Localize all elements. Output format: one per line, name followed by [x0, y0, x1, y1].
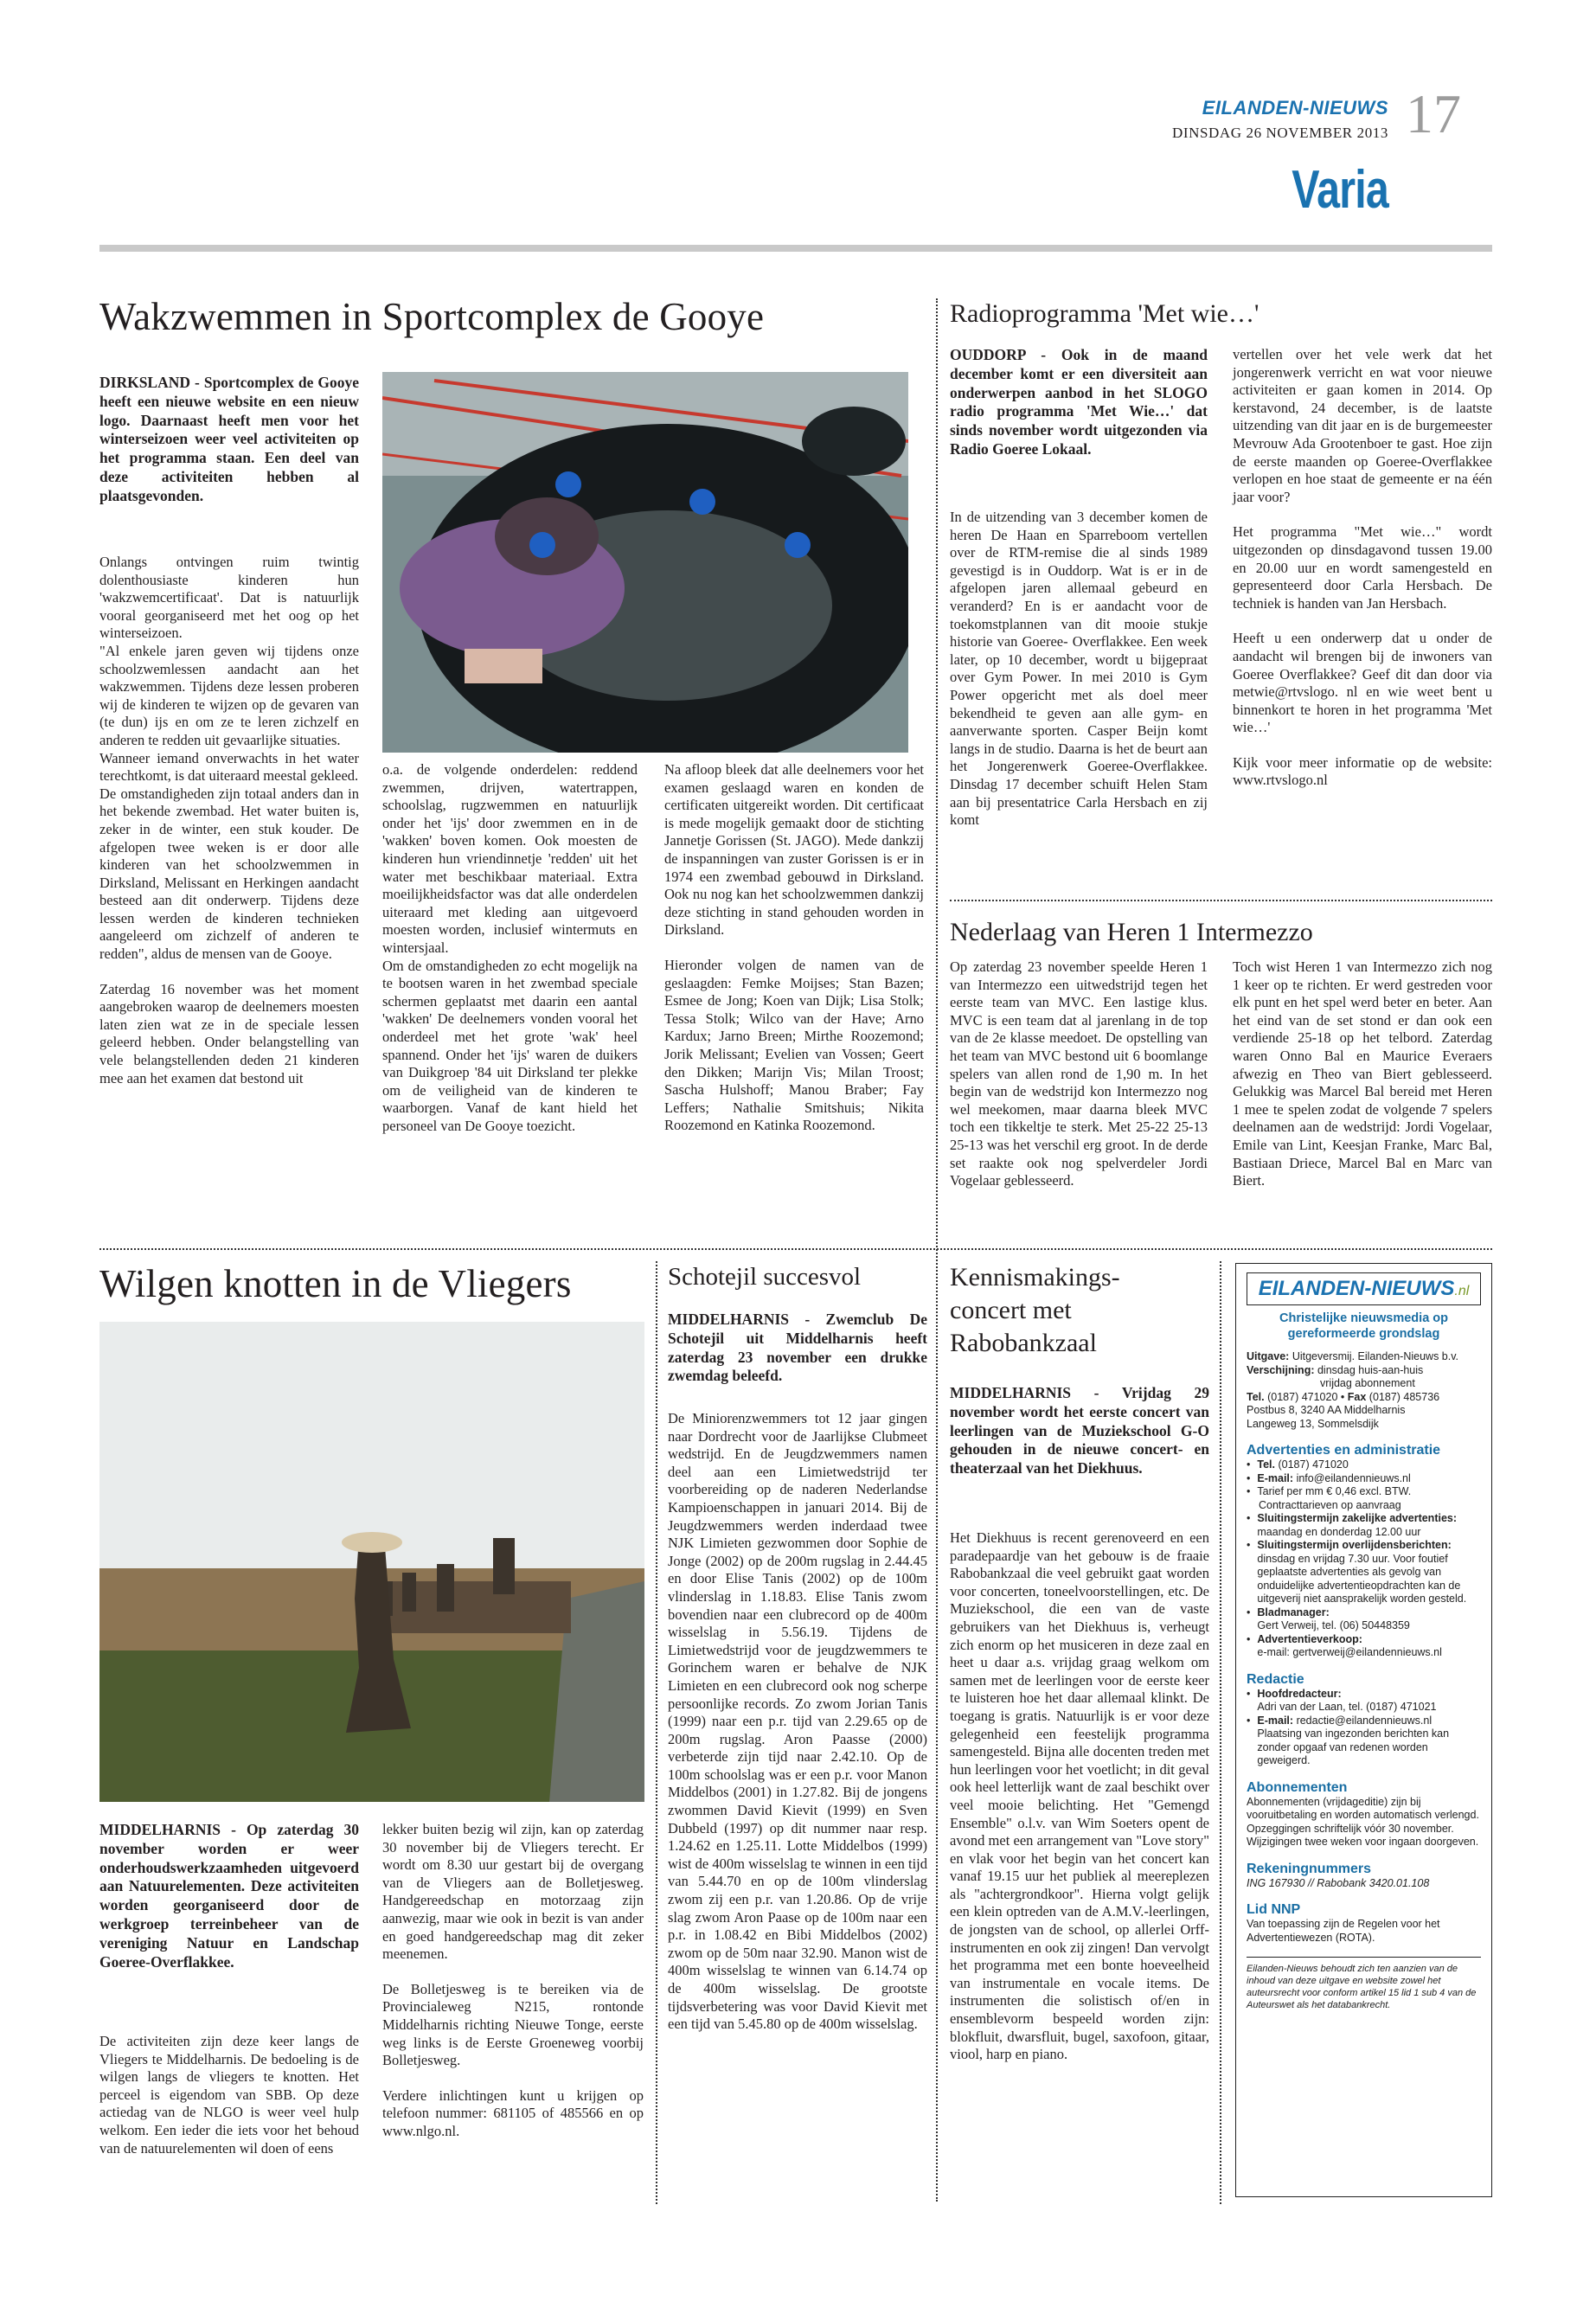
- colofon-subtitle-line: gereformeerde grondslag: [1287, 1327, 1440, 1341]
- intermezzo-col1: Op zaterdag 23 november speelde Heren 1 van Intermezzo een uitwedstrijd tegen het eerste team van MVC. Een lastige klus. MVC is een team dat al jarenlang in de top van de 2e klasse meedoet. De opstelling van het team van MVC bestond uit 6 boomlange spelers van allen rond de 1,90 m. In het begin van de wedstrijd kon Intermezzo nog wel meekomen, maar daarna bleek MVC toch een tikkeltje te sterk. Met 25-22 25-13 25-13 was het verschil erg groot. In de derde set raakte ook nog spelverdeler Jordi Vogelaar geblesseerd.: [950, 958, 1208, 1189]
- value: info@eilandennieuws.nl: [1296, 1471, 1411, 1484]
- section-divider: [99, 1248, 1492, 1250]
- paragraph: Om de omstandigheden zo echt mogelijk na te bootsen waren in het zwembad speciale schermen geplaatst met daarin een aantal 'wakken' De deelnemers vonden vooral het onderdeel met het grote 'wak' heel spannend. Onder het 'ijs' waren de duikers van Duikgroep '84 uit Dirksland ter plekke om de veiligheid van de kinderen te waarborgen. Vanaf de kant hield het personeel van De Gooye toezicht.: [382, 957, 638, 1134]
- colofon-disclaimer: Eilanden-Nieuws behoudt zich ten aanzien van de inhoud van deze uitgave en website zowel het auteursrecht voor conform artikel 15 lid 1 sub 4 van de Auteurswet als het databankrecht.: [1247, 1957, 1481, 2011]
- paragraph: Verdere inlichtingen kunt u krijgen op telefoon nummer: 681105 of 485566 en op www.nlgo.nl.: [382, 2086, 644, 2139]
- colofon-subtitle-line: Christelijke nieuwsmedia op: [1279, 1311, 1448, 1325]
- section-divider: [950, 900, 1492, 901]
- paragraph: lekker buiten bezig wil zijn, kan op zaterdag 30 november bij de Vliegers terecht. Er wordt om 8.30 uur gestart bij de overgang van de Vliegers aan de Bolletjesweg. Handgereedschap en motorzaag zijn aanwezig, maar wie ook in bezit is van ander en goed handgereedschap mag dit zeker meenemen.: [382, 1821, 644, 1963]
- wilgen-lead: MIDDELHARNIS - Op zaterdag 30 november worden er weer onderhoudswerkzaamheden uitgevoerd aan Natuurelementen. Deze activiteiten worden georganiseerd door de werkgroep terreinbeheer van de vereniging Natuur en Landschap Goeree-Overflakkee.: [99, 1821, 359, 1971]
- masthead: [1198, 97, 1388, 123]
- colofon-subtitle: [1247, 1311, 1481, 1342]
- colofon-adv: • Tel. (0187) 471020 • E-mail: info@eilandennieuws.nl • Tarief per mm € 0,46 excl. BTW. Contracttarieven op aanvraag • Sluitingstermijn zakelijke advertenties: maandag en donderdag 12.00 uur • Sluitingstermijn overlijdensberichten: dinsdag en vrijdag 7.30 uur. Voor foutief geplaatste advertenties als gevolg van onduidelijke advertentieopdrachten kan de uitgeverij niet aansprakelijk worden gesteld. • Bladmanager: Gert Verweij, tel. (06) 50448359 • Advertentieverkoop: e-mail: gertverweij@eilandennieuws.nl: [1247, 1458, 1481, 1660]
- wakzwemmen-photo: [382, 372, 908, 753]
- column-divider: [936, 298, 938, 2202]
- paragraph: o.a. de volgende onderdelen: reddend zwemmen, drijven, watertrappen, schoolslag, rugzwemmen en natuurlijk onder het 'ijs' door zwemmen en in de 'wakken' boven komen. Ook moesten de kinderen hun vriendinnetje 'redden' uit het water met beschikbaar materiaal. Extra moeilijkheidsfactor was dat alle onderdelen uiteraard met kleding aan uitgevoerd moesten worden, inclusief wintermuts en wintersjaal.: [382, 761, 638, 956]
- label: Bladmanager:: [1257, 1606, 1330, 1618]
- label: E-mail:: [1257, 1714, 1294, 1727]
- kennismaking-lead: MIDDELHARNIS - Vrijdag 29 november wordt het eerste concert van leerlingen van de Muziekschool G-O gehouden in de nieuwe concert- en theaterzaal van het Diekhuus.: [950, 1384, 1209, 1477]
- paragraph: vertellen over het vele werk dat het jongerenwerk verricht en wat voor nieuwe activiteiten er gaan komen in 2014. Op kerstavond, 24 december, is de laatste uitzending van dit jaar en is de burgemeester Mevrouw Ada Grootenboer te gast. Hoe zijn de eerste maanden op Goeree-Overflakkee verlopen en hoe staat de gemeente er na één jaar voor?: [1233, 346, 1492, 505]
- wilgen-col1: De activiteiten zijn deze keer langs de Vliegers te Middelharnis. De bedoeling is de wilgen langs de vliegers te knotten. Het perceel is eigendom van SBB. Op deze actiedag van de NLGO is weer veel hulp welkom. Een ieder die iets voor het behoud van de natuurelementen wil doen of eens: [99, 2033, 359, 2157]
- paragraph: Na afloop bleek dat alle deelnemers voor het examen geslaagd waren en konden de certificaten uitgereikt worden. Dit certificaat is mede mogelijk gemaakt door de stichting Jannetje Gorissen (St. JAGO). Mede dankzij de inspanningen van zuster Gorissen is er in 1974 een zwembad gebouwd in Dirksland. Ook nu nog kan het schoolzwemmen dankzij deze stichting in stand gehouden worden in Dirksland.: [664, 761, 924, 939]
- value: (0187) 471020: [1267, 1390, 1338, 1403]
- radio-col2: [1233, 346, 1492, 790]
- paragraph: "Al enkele jaren geven wij tijdens onze schoolzwemlessen aandacht aan het wakzwemmen. Tijdens deze lessen proberen wij de kinderen te wijzen op de gevaren van (te dun) ijs en om ze te leren zichzelf en anderen te redden uit gevaarlijke situaties.: [99, 642, 359, 748]
- wakzwemmen-title: Wakzwemmen in Sportcomplex de Gooye: [99, 295, 765, 338]
- intermezzo-title: Nederlaag van Heren 1 Intermezzo: [950, 918, 1313, 946]
- colofon-brand: EILANDEN-NIEUWS: [1258, 1277, 1455, 1300]
- intermezzo-col2: Toch wist Heren 1 van Intermezzo zich nog 1 keer op te richten. Er werd gestreden voor elk punt en het spel werd beter en beter. Aan het eind van de set stond er dan ook een verdiende 25-18 op het telbord. Zaterdag waren Onno Bal en Maurice Everaers afwezig en Theo van Biert geblesseerd. Gelukkig was Marcel Bal bereid met Heren 1 mee te spelen zodat de volgende 7 spelers deelnamen aan de wedstrijd: Jordi Vogelaar, Emile van Lint, Keesjan Franke, Marc Bal, Bastiaan Driece, Marcel Bal en Marc van Biert.: [1233, 958, 1492, 1189]
- schotejil-lead: MIDDELHARNIS - Zwemclub De Schotejil uit Middelharnis heeft zaterdag 23 november een drukke zwemdag beleefd.: [668, 1311, 927, 1385]
- value: maandag en donderdag 12.00 uur: [1257, 1525, 1421, 1538]
- value: Gert Verweij, tel. (06) 50448359: [1257, 1619, 1410, 1631]
- wilgen-title: Wilgen knotten in de Vliegers: [99, 1262, 572, 1305]
- paragraph: Hieronder volgen de namen van de geslaagden: Femke Moijses; Stan Bazen; Esmee de Jong; Koen van Dijk; Lisa Stolk; Tessa Stolk; Wilco van der Have; Arno Kardux; Jarno Breen; Mirthe Roozemond; Jorik Melissant; Evelien van Vossen; Geert den Dikken; Marijn Vis; Milan Troost; Sascha Hulshoff; Manou Braber; Fay Leffers; Nathalie Smitshuis; Nikita Roozemond en Katinka Roozemond.: [664, 956, 924, 1134]
- label: Tel.: [1247, 1390, 1265, 1403]
- label: Sluitingstermijn zakelijke advertenties:: [1257, 1512, 1458, 1524]
- wakzwemmen-col2: [382, 761, 638, 1135]
- paragraph: Kijk voor meer informatie op de website: www.rtvslogo.nl: [1233, 753, 1492, 789]
- kennismaking-body: Het Diekhuus is recent gerenoveerd en een paradepaardje van het gebouw is de fraaie Rabobankzaal die veel gebruikt gaat worden voor concerten, toneelvoorstellingen, etc. De Muziekschool, die een van de vaste gebruikers van het Diekhuus is, verheugt zich enorm op het musiceren in deze zaal en heet u daar a.s. vrijdag graag welkom om samen met de leerlingen voor de eerste keer te luisteren hoe het daar allemaal klinkt. De toegang is gratis. Natuurlijk is er voor deze gelegenheid een feestelijk programma samengesteld. Bijna alle docenten treden met hun leerlingen voor het voetlicht; in dit geval ook heel letterlijk want de zaal beschikt over veel mooie belichting. Het "Gemengd Ensemble" o.l.v. van Wim Soeters opent de avond met een arrangement van "Love story" en vlak voor het begin van het concert kan vanaf 19.15 uur het publiek al meereplezen als "achtergrondkoor". Hierna volgt gelijk een klein optreden van de A.M.V.-leerlingen, de jongsten van de school, op allerlei Orff-instrumenten en ook zij zingen! Dan vervolgt het programma met een bonte hoeveelheid van instrumentale en vocale items. De instrumenten die solistisch of/en in ensemblevorm bespeeld worden zijn: blokfluit, dwarsfluit, bugel, saxofoon, gitaar, viool, harp en piano.: [950, 1529, 1209, 2063]
- column-divider: [656, 1261, 657, 2204]
- colofon-box: [1235, 1263, 1492, 2197]
- wakzwemmen-lead: DIRKSLAND - Sportcomplex de Gooye heeft een nieuwe website en een nieuw logo. Daarnaast heeft men voor het winterseizoen weer veel activiteiten op het programma staan. Een deel van deze activiteiten hebben al plaatsgevonden.: [99, 374, 359, 504]
- label: Uitgave:: [1247, 1350, 1290, 1362]
- colofon-redactie: • Hoofdredacteur: Adri van der Laan, tel. (0187) 471021 • E-mail: redactie@eilandennieuws.nl Plaatsing van ingezonden berichten kan zonder opgaaf van redenen worden geweigerd.: [1247, 1687, 1450, 1766]
- wilgen-col2: [382, 1821, 644, 2141]
- schotejil-body: De Miniorenzwemmers tot 12 jaar gingen naar Dordrecht voor de Jaarlijkse Clubmeet wedstrijd. En de Jeugdzwemmers namen deel aan een Limietwedstrijd ter voorbereiding op de naderen Nederlandse Kampioenschappen in januari 2014. Bij de Jeugdzwemmers werden inderdaad twee NJK Limieten gezwommen door Sophie de Jonge (2002) op de 200m rugslag in 2.44.45 en door Elise Tanis (2002) op de 100m vlinderslag in 1.18.83. Elise Tanis zwom bovendien naar een clubrecord op de 400m wisselslag in 5.56.19. Tijdens de Limietwedstrijd voor de jeugdzwemmers te Gorinchem waren er behalve de NJK Limieten en een clubrecord ook nog scherpe persoonlijke records. Zo zwom Jorian Tanis (1999) naar een p.r. tijd van 2.29.65 op de 200m rugslag. Aron Paasse (2000) verbeterde zijn tijd naar 2.42.10. Op de 100m schoolslag was er een p.r. voor Manon Middelbos (2001) in 1.27.82. Bij de jongens zwommen David Kievit (1999) en Sven Dubbeld (1997) op dit nummer naar resp. 1.24.62 en 1.25.11. Lotte Middelbos (1999) wist de 400m wisselslag te winnen in een tijd van 5.44.70 en op de 100m vlinderslag zwom zij een p.r. van 1.20.86. Op de vrije slag zwom Aron Paase op de 100m naar een p.r. in 1.08.42 en Bibi Middelbos (2002) zwom op de 50m naar 32.90. Manon wist de 400m wisselslag te winnen van 6.14.74 op de 400m wisselslag. De grootste tijdsverbetering was voor David Kievit met een tijd van 5.45.80 op de 400m wisselslag.: [668, 1410, 927, 2033]
- value: (0187) 471020: [1278, 1458, 1349, 1471]
- page-number: 17: [1406, 83, 1461, 144]
- label: Tel.: [1257, 1458, 1275, 1471]
- label: Hoofdredacteur:: [1257, 1687, 1342, 1700]
- paragraph: De Bolletjesweg is te bereiken via de Provincialeweg N215, rontonde Middelharnis richting Nieuwe Tonge, eerste weg links is de Eerste Groeneweg voorbij Bolletjesweg.: [382, 1980, 644, 2069]
- radio-col1: In de uitzending van 3 december komen de heren De Haan en Sparreboom vertellen over de RTM-remise die al sinds 1989 gevestigd is in Ouddorp. Wat is er in de afgelopen jaren allemaal gebeurd en veranderd? En is er aandacht voor de toekomstplannen van dit mooie stukje historie van Goeree- Overflakkee. Een week later, op 10 december, wordt u bijgepraat over Gym Power. In mei 2010 is Gym Power opgericht met als doel meer bekendheid te geven aan alle gym- en aanverwante sporten. Casper Beijn komt langs in de studio. Daarna is het de beurt aan het Jongerenwerk Goeree-Overflakkee. Dinsdag 17 december schuift Helen Stam aan bij presentatrice Carla Hersbach en zij komt: [950, 509, 1208, 829]
- value: Postbus 8, 3240 AA Middelharnis: [1247, 1404, 1406, 1416]
- colofon-logo: [1247, 1272, 1481, 1305]
- colofon-section-title: Abonnementen: [1247, 1779, 1348, 1795]
- colofon-section-title: Lid NNP: [1247, 1902, 1301, 1917]
- colofon-brand-suffix: .nl: [1454, 1284, 1470, 1298]
- paragraph: Zaterdag 16 november was het moment aangebroken waarop de deelnemers moesten laten zien wat ze in de speciale lessen geleerd hebben. Onder belangstelling van vele belangstellenden deden 21 kinderen mee aan het examen dat bestond uit: [99, 980, 359, 1086]
- value: (0187) 485736: [1368, 1390, 1440, 1403]
- kennismaking-title: Kennismakings-concert met Rabobankzaal: [950, 1263, 1120, 1357]
- value: e-mail: gertverweij@eilandennieuws.nl: [1257, 1646, 1442, 1658]
- label: Sluitingstermijn overlijdensberichten:: [1257, 1539, 1452, 1551]
- value: dinsdag huis-aan-huis: [1317, 1363, 1424, 1376]
- value: Adri van der Laan, tel. (0187) 471021: [1257, 1701, 1437, 1713]
- paragraph: Heeft u een onderwerp dat u onder de aandacht wil brengen bij de inwoners van Goeree Overflakkee? Geef dit dan door via metwie@rtvslogo. nl en wie weet bent u binnenkort te horen in het programma 'Met wie…': [1233, 630, 1492, 736]
- pool-photo-image: [382, 372, 908, 753]
- value: Tarief per mm € 0,46 excl. BTW.: [1257, 1485, 1412, 1497]
- label: Verschijning:: [1247, 1363, 1315, 1376]
- paragraph: De omstandigheden zijn totaal anders dan in het bekende zwembad. Het water buiten is, zeker in de winter, een stuk kouder. De afgelopen twee weken is er door alle kinderen van het schoolzwemmen in Dirksland, Melissant en Herkingen aandacht besteed aan dit onderwerp. Tijdens deze lessen werden de kinderen technieken aangeleerd om zichzelf of anderen te redden", aldus de mensen van de Gooye.: [99, 785, 359, 963]
- value: Contracttarieven op aanvraag: [1259, 1498, 1401, 1511]
- masthead-brand: EILANDEN-NIEUWS: [1202, 97, 1388, 119]
- value: Uitgeversmij. Eilanden-Nieuws b.v.: [1292, 1350, 1459, 1362]
- value: Langeweg 13, Sommelsdijk: [1247, 1417, 1379, 1430]
- colofon-nnp-text: Van toepassing zijn de Regelen voor het Advertentiewezen (ROTA).: [1247, 1918, 1440, 1944]
- header-rule: [99, 245, 1492, 252]
- section-title: Varia: [1292, 160, 1388, 220]
- colofon-rek-text: ING 167930 // Rabobank 3420.01.108: [1247, 1876, 1430, 1889]
- value: redactie@eilandennieuws.nl: [1296, 1714, 1433, 1727]
- wakzwemmen-col3: [664, 761, 924, 1135]
- colofon-section-title: Rekeningnummers: [1247, 1861, 1372, 1876]
- label: Fax: [1347, 1390, 1367, 1403]
- header-date: DINSDAG 26 NOVEMBER 2013: [1171, 125, 1388, 141]
- paragraph: Het programma "Met wie…" wordt uitgezonden op dinsdagavond tussen 19.00 en 20.00 uur en wordt samengesteld en gepresenteerd door Carla Hersbach. De techniek is handen van Jan Hersbach.: [1233, 523, 1492, 612]
- wilgen-photo: [99, 1322, 644, 1802]
- wakzwemmen-col1: [99, 554, 359, 1087]
- colofon-abo-text: Abonnementen (vrijdageditie) zijn bij vooruitbetaling en worden automatisch verlengd. Opzeggingen schriftelijk vóór 30 november. Wijzigingen twee weken voor ingaan doorgeven.: [1247, 1795, 1479, 1848]
- label: E-mail:: [1257, 1471, 1294, 1484]
- value: dinsdag en vrijdag 7.30 uur. Voor foutief geplaatste advertenties als gevolg van onduidelijke advertentieopdrachten kan de uitgeverij niet aansprakelijk worden gesteld.: [1257, 1552, 1467, 1605]
- label: Advertentieverkoop:: [1257, 1632, 1362, 1645]
- value: vrijdag abonnement: [1320, 1377, 1415, 1389]
- colofon-section-title: Redactie: [1247, 1671, 1304, 1687]
- radio-lead: OUDDORP - Ook in de maand december komt er een diversiteit aan onderwerpen aanbod in het SLOGO radio programma 'Met Wie…' dat sinds november wordt uitgezonden via Radio Goeree Lokaal.: [950, 346, 1208, 458]
- radio-title: Radioprogramma 'Met wie…': [950, 299, 1259, 328]
- colofon-publisher: Uitgave: Uitgeversmij. Eilanden-Nieuws b.v. Verschijning: dinsdag huis-aan-huis vrijdag abonnement Tel. (0187) 471020 • Fax (0187) 485736 Postbus 8, 3240 AA Middelharnis Langeweg 13, Sommelsdijk: [1247, 1350, 1481, 1431]
- column-divider: [1220, 1261, 1221, 2204]
- schotejil-title: Schotejil succesvol: [668, 1263, 862, 1291]
- paragraph: Wanneer iemand onverwachts in het water terechtkomt, is dat uiteraard meestal gekleed.: [99, 749, 359, 785]
- value: Plaatsing van ingezonden berichten kan zonder opgaaf van redenen worden geweigerd.: [1257, 1727, 1450, 1766]
- paragraph: Onlangs ontvingen ruim twintig dolenthousiaste kinderen hun 'wakzwemcertificaat'. Dat is natuurlijk vooral georganiseerd met het oog op het winterseizoen.: [99, 554, 359, 642]
- colofon-section-title: Advertenties en administratie: [1247, 1443, 1441, 1458]
- willow-photo-image: [99, 1322, 644, 1802]
